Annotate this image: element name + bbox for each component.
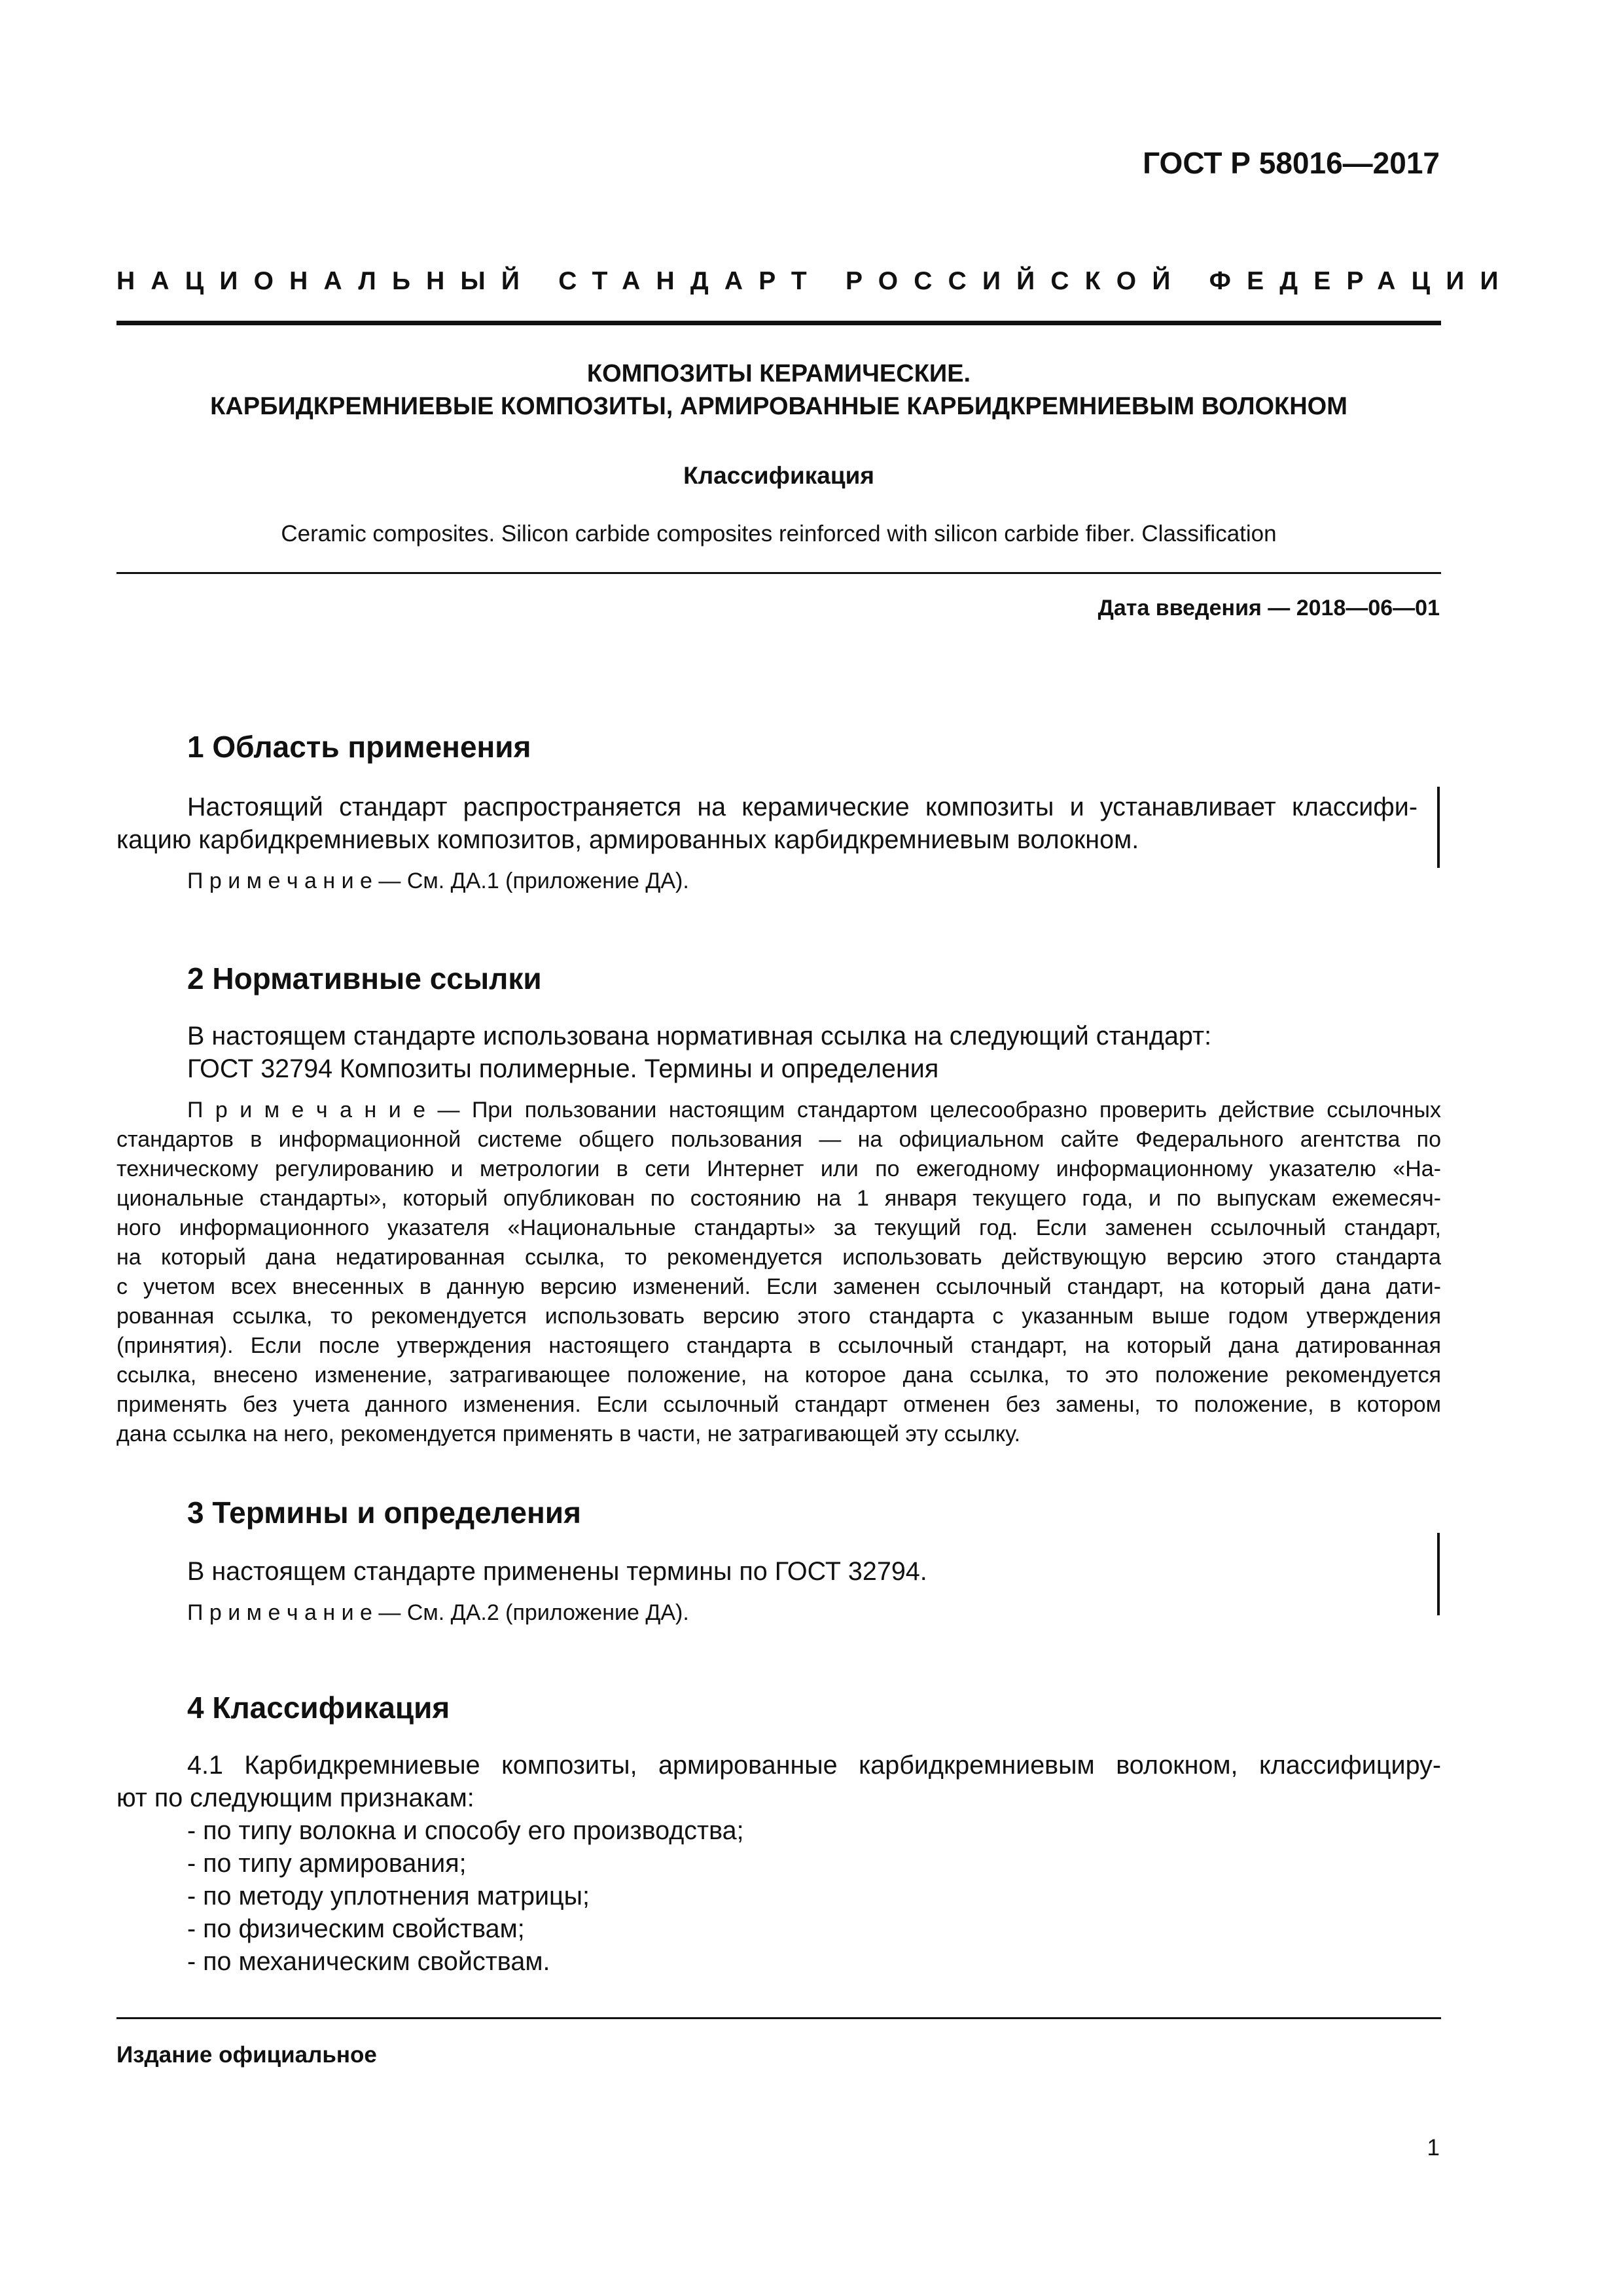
official-edition-label: Издание официальное	[116, 2042, 377, 2068]
section-3-heading: 3 Термины и определения	[187, 1496, 581, 1530]
note-label: П р и м е ч а н и е	[187, 1600, 372, 1625]
list-item: - по механическим свойствам.	[187, 1947, 550, 1976]
note-label: П р и м е ч а н и е	[187, 1098, 426, 1122]
change-bar	[1437, 787, 1440, 868]
title-divider	[116, 572, 1441, 574]
section-2-note-line-4: циональные стандарты», который опубликован по состоянию на 1 января текущего года, и по выпускам ежемесяч-	[116, 1186, 1441, 1211]
section-4-paragraph-line-2: ют по следующим признакам:	[116, 1784, 474, 1812]
section-4-heading: 4 Классификация	[187, 1691, 450, 1725]
section-3-note	[187, 1598, 689, 1628]
note-text: — См. ДА.1 (приложение ДА).	[372, 869, 689, 893]
title-line-1: КОМПОЗИТЫ КЕРАМИЧЕСКИЕ.	[586, 360, 971, 387]
section-2-note-line-5: ного информационного указателя «Национальные стандарты» за текущий год. Если заменен ссылочный стандарт,	[116, 1215, 1441, 1240]
national-standard-heading: НАЦИОНАЛЬНЫЙ СТАНДАРТ РОССИЙСКОЙ ФЕДЕРАЦИИ	[116, 267, 1514, 295]
document-subtitle: Классификация	[683, 462, 874, 489]
list-item: - по физическим свойствам;	[187, 1914, 525, 1943]
list-item: - по типу волокна и способу его производства;	[187, 1816, 744, 1845]
section-2-note-line-8: рованная ссылка, то рекомендуется использовать версию этого стандарта с указанным выше годом утверждения	[116, 1304, 1441, 1329]
footer-divider	[116, 2017, 1441, 2019]
document-number: ГОСТ Р 58016—2017	[1143, 146, 1440, 180]
note-text: — При пользовании настоящим стандартом целесообразно проверить действие ссылочных	[425, 1098, 1441, 1122]
section-2-note-line-7: с учетом всех внесенных в данную версию изменений. Если заменен ссылочный стандарт, на который дана дати-	[116, 1274, 1441, 1299]
section-2-paragraph-line-1: В настоящем стандарте использована нормативная ссылка на следующий стандарт:	[187, 1022, 1212, 1050]
section-1-heading: 1 Область применения	[187, 730, 531, 764]
section-2-note-line-6: на который дана недатированная ссылка, то рекомендуется использовать действующую версию этого стандарта	[116, 1245, 1441, 1270]
introduction-date: Дата введения — 2018—06—01	[1097, 596, 1440, 620]
section-1-note	[187, 867, 689, 896]
change-bar	[1437, 1533, 1440, 1615]
list-item: - по типу армирования;	[187, 1849, 467, 1878]
section-2-note-line-9: (принятия). Если после утверждения настоящего стандарта в ссылочный стандарт, на который дана датированная	[116, 1333, 1441, 1358]
section-2-note-line-11: применять без учета данного изменения. Если ссылочный стандарт отменен без замены, то положение, в котором	[116, 1392, 1441, 1417]
note-label: П р и м е ч а н и е	[187, 869, 372, 893]
page-number: 1	[1427, 2135, 1440, 2161]
section-2-heading: 2 Нормативные ссылки	[187, 961, 542, 996]
section-1-paragraph-line-1: Настоящий стандарт распространяется на керамические композиты и устанавливает классифи-	[187, 793, 1418, 821]
section-2-note-line-1	[187, 1096, 1441, 1125]
section-2-note-line-3: техническому регулированию и метрологии в сети Интернет или по ежегодному информационному указателю «На-	[116, 1157, 1441, 1181]
section-2-note-line-10: ссылка, внесено изменение, затрагивающее положение, на которое дана ссылка, то это положение рекомендуется	[116, 1363, 1441, 1388]
section-2-note-line-12: дана ссылка на него, рекомендуется применять в части, не затрагивающей эту ссылку.	[116, 1422, 1021, 1446]
section-3-paragraph: В настоящем стандарте применены термины по ГОСТ 32794.	[187, 1557, 927, 1586]
section-2-paragraph-line-2: ГОСТ 32794 Композиты полимерные. Термины и определения	[187, 1054, 939, 1083]
section-4-paragraph-line-1: 4.1 Карбидкремниевые композиты, армированные карбидкремниевым волокном, классифициру-	[187, 1751, 1441, 1780]
note-text: — См. ДА.2 (приложение ДА).	[372, 1600, 689, 1625]
list-item: - по методу уплотнения матрицы;	[187, 1882, 590, 1910]
header-divider	[116, 321, 1441, 325]
section-1-paragraph-line-2: кацию карбидкремниевых композитов, армированных карбидкремниевым волокном.	[116, 825, 1139, 854]
title-line-2: КАРБИДКРЕМНИЕВЫЕ КОМПОЗИТЫ, АРМИРОВАННЫЕ КАРБИДКРЕМНИЕВЫМ ВОЛОКНОМ	[210, 393, 1347, 420]
section-2-note-line-2: стандартов в информационной системе общего пользования — на официальном сайте Федерального агентства по	[116, 1127, 1441, 1152]
english-title: Ceramic composites. Silicon carbide composites reinforced with silicon carbide fiber. Classification	[281, 521, 1277, 547]
